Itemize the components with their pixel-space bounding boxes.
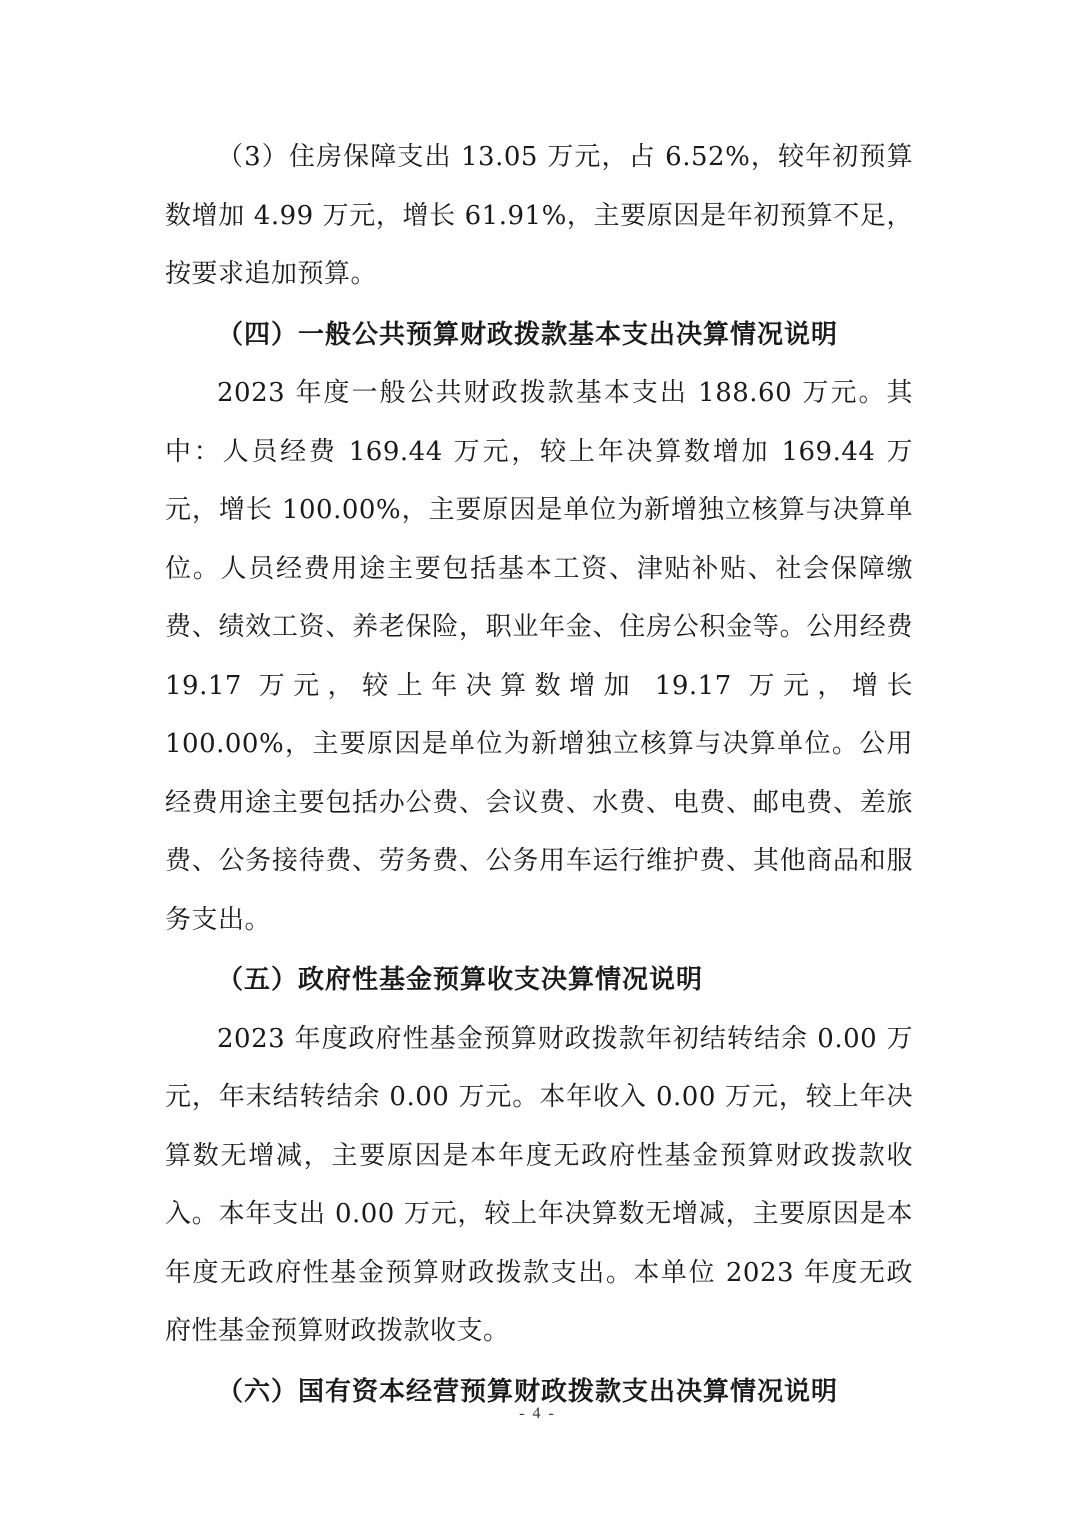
- page-number: - 4 -: [519, 1405, 556, 1422]
- section-heading-5: （五）政府性基金预算收支决算情况说明: [217, 965, 704, 995]
- section-heading-4: （四）一般公共预算财政拨款基本支出决算情况说明: [217, 319, 839, 350]
- section-heading-6: （六）国有资本经营预算财政拨款支出决算情况说明: [217, 1376, 839, 1407]
- document-body: [165, 128, 913, 1421]
- paragraph-housing-expenditure: （3）住房保障支出 13.05 万元，占 6.52%，较年初预算数增加 4.99 万元，增长 61.91%，主要原因是年初预算不足，按要求追加预算。: [165, 142, 913, 289]
- paragraph-government-fund: 2023 年度政府性基金预算财政拨款年初结转结余 0.00 万元，年末结转结余 0.00 万元。本年收入 0.00 万元，较上年决算数无增减，主要原因是本年度无政府性基金预算财政拨款收入。本年支出 0.00 万元，较上年决算数无增减，主要原因是本年度无政府性基金预算财政拨款支出。本单位 2023 年度无政府性基金预算财政拨款收支。: [165, 1023, 913, 1346]
- paragraph-basic-expenditure: 2023 年度一般公共财政拨款基本支出 188.60 万元。其中：人员经费 169.44 万元，较上年决算数增加 169.44 万元，增长 100.00%，主要原因是单位为新增独立核算与决算单位。人员经费用途主要包括基本工资、津贴补贴、社会保障缴费、绩效工资、养老保险，职业年金、住房公积金等。公用经费 19.17 万元，较上年决算数增加 19.17 万元，增长 100.00%，主要原因是单位为新增独立核算与决算单位。公用经费用途主要包括办公费、会议费、水费、电费、邮电费、差旅费、公务接待费、劳务费、公务用车运行维护费、其他商品和服务支出。: [165, 378, 913, 935]
